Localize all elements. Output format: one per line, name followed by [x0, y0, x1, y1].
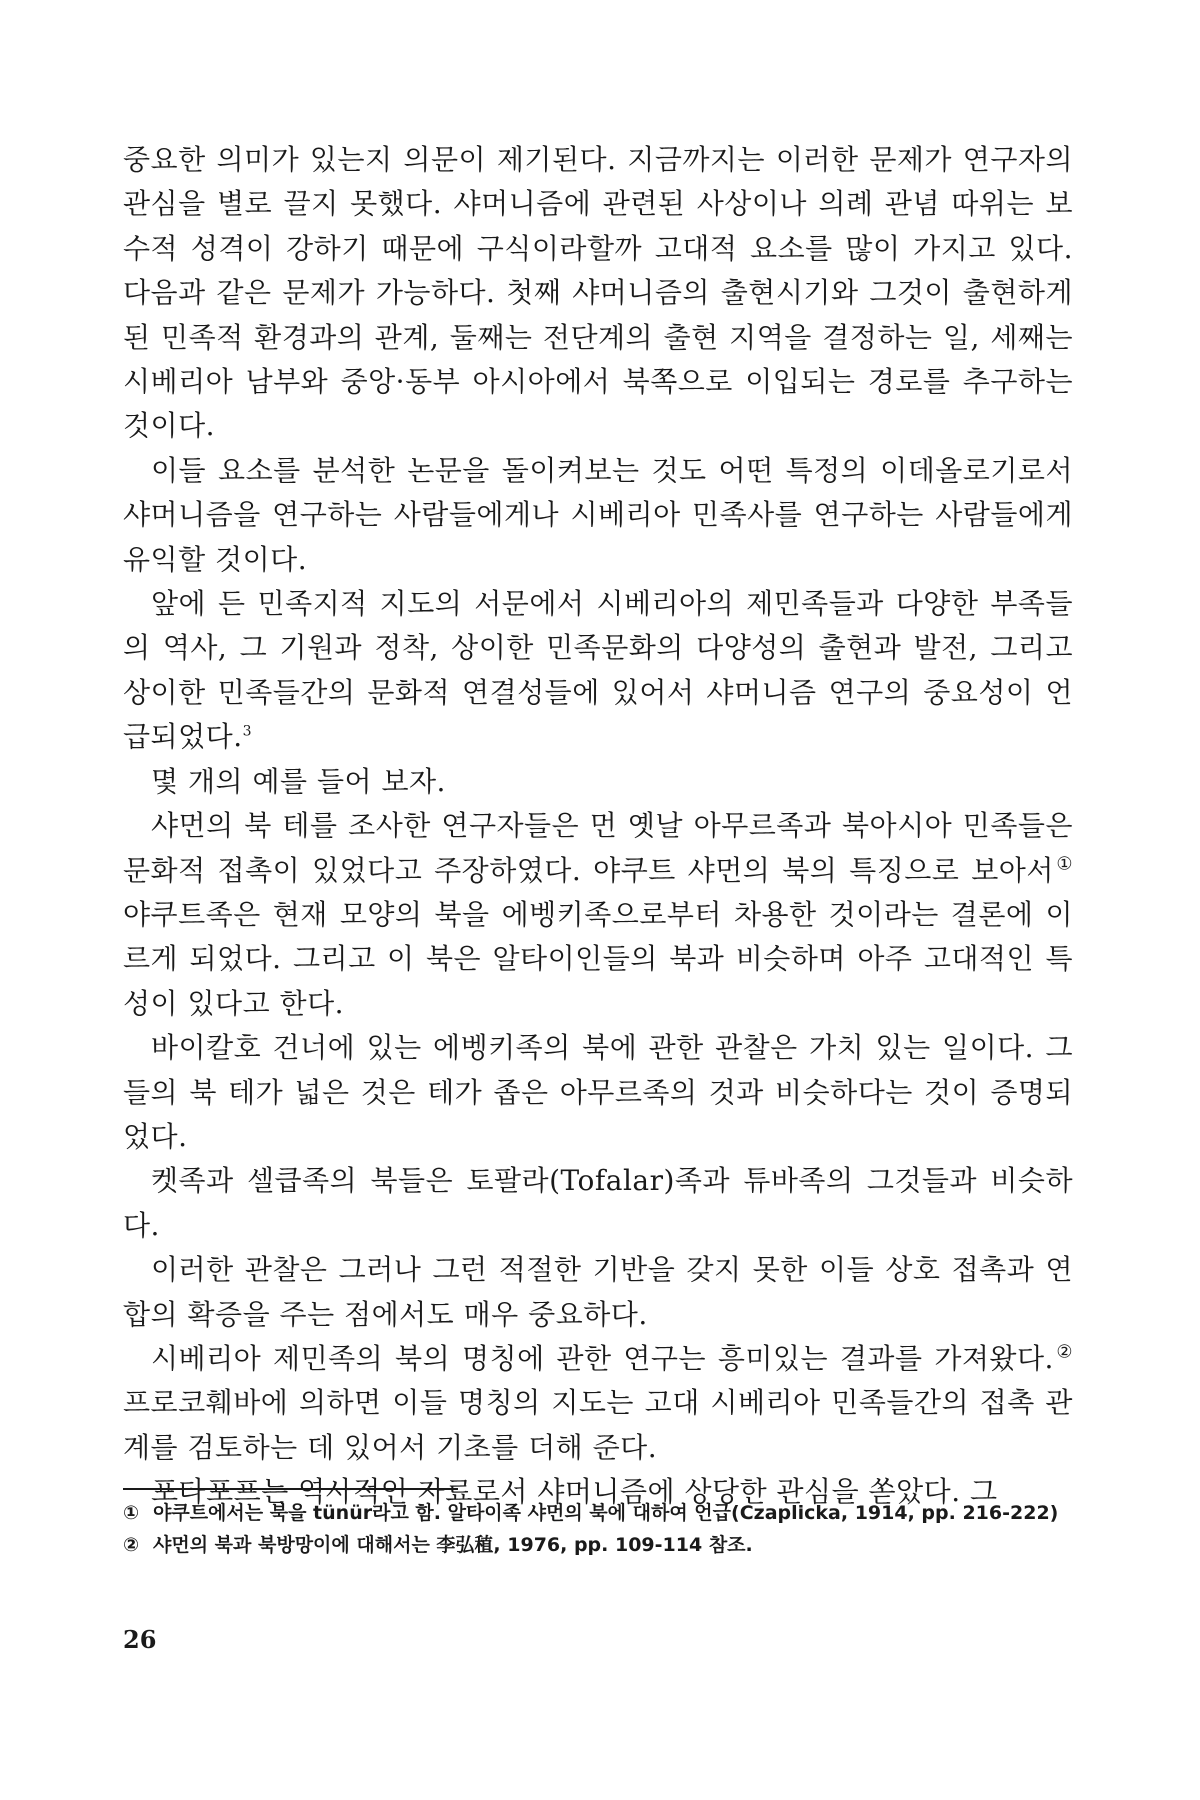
paragraph	[123, 582, 1073, 760]
paragraph-text: 샤먼의 북 테를 조사한 연구자들은 먼 옛날 아무르족과 북아시아 민족들은 문화적 접촉이 있었다고 주장하였다. 야쿠트 샤먼의 북의 특징으로 보아서	[123, 809, 1073, 887]
footnote-text: 야쿠트에서는 북을 tünür라고 함. 알타이족 샤먼의 북에 대하여 언급(Czaplicka, 1914, pp. 216-222)	[153, 1502, 1059, 1524]
footnote-divider	[123, 1488, 458, 1490]
paragraph: 포타포프는 역사적인 자료로서 샤머니즘에 상당한 관심을 쏟았다. 그	[151, 1475, 998, 1509]
paragraph-text: 프로코훼바에 의하면 이들 명칭의 지도는 고대 시베리아 민족들간의 접촉 관계를 검토하는 데 있어서 기초를 더해 준다.	[123, 1386, 1073, 1464]
page-number: 26	[123, 1625, 157, 1654]
paragraph: 바이칼호 건너에 있는 에벵키족의 북에 관한 관찰은 가치 있는 일이다. 그들의 북 테가 넓은 것은 테가 좁은 아무르족의 것과 비슷하다는 것이 증명되었다.	[123, 1031, 1073, 1153]
footnote-reference: ①	[1053, 853, 1074, 875]
paragraph: 몇 개의 예를 들어 보자.	[151, 764, 446, 798]
paragraph: 켓족과 셀큽족의 북들은 토팔라(Tofalar)족과 튜바족의 그것들과 비슷하다.	[123, 1164, 1073, 1242]
citation-superscript: 3	[242, 723, 253, 740]
paragraph: 이들 요소를 분석한 논문을 돌이켜보는 것도 어떤 특정의 이데올로기로서 샤머니즘을 연구하는 사람들에게나 시베리아 민족사를 연구하는 사람들에게 유익할 것이다.	[123, 453, 1073, 576]
paragraph	[123, 1337, 1073, 1470]
footnote	[123, 1498, 1073, 1528]
paragraph-text: 앞에 든 민족지적 지도의 서문에서 시베리아의 제민족들과 다양한 부족들의 역사, 그 기원과 정착, 상이한 민족문화의 다양성의 출현과 발전, 그리고 상이한 민족들간의 문화적 연결성들에 있어서 샤머니즘 연구의 중요성이 언급되었다.	[123, 587, 1073, 754]
footnote-mark: ①	[123, 1502, 140, 1524]
paragraph: 이러한 관찰은 그러나 그런 적절한 기반을 갖지 못한 이들 상호 접촉과 연합의 확증을 주는 점에서도 매우 중요하다.	[123, 1253, 1073, 1331]
footnotes	[123, 1498, 1073, 1562]
paragraph-text: 시베리아 제민족의 북의 명칭에 관한 연구는 흥미있는 결과를 가져왔다.	[151, 1341, 1054, 1375]
footnote-reference: ②	[1053, 1341, 1074, 1363]
paragraph	[123, 804, 1073, 1026]
footnote	[123, 1530, 1073, 1560]
paragraph-text: 야쿠트족은 현재 모양의 북을 에벵키족으로부터 차용한 것이라는 결론에 이르게 되었다. 그리고 이 북은 알타이인들의 북과 비슷하며 아주 고대적인 특성이 있다고 한다.	[123, 897, 1073, 1020]
footnote-mark: ②	[123, 1534, 140, 1556]
footnote-text: 샤먼의 북과 북방망이에 대해서는 李弘稙, 1976, pp. 109-114 참조.	[153, 1534, 753, 1556]
paragraph: 중요한 의미가 있는지 의문이 제기된다. 지금까지는 이러한 문제가 연구자의 관심을 별로 끌지 못했다. 샤머니즘에 관련된 사상이나 의례 관념 따위는 보수적 성격이 강하기 때문에 구식이라할까 고대적 요소를 많이 가지고 있다. 다음과 같은 문제가 가능하다. 첫째 샤머니즘의 출현시기와 그것이 출현하게 된 민족적 환경과의 관계, 둘째는 전단계의 출현 지역을 결정하는 일, 세째는 시베리아 남부와 중앙·동부 아시아에서 북쪽으로 이입되는 경로를 추구하는 것이다.	[123, 143, 1073, 443]
body-text	[123, 138, 1073, 1515]
